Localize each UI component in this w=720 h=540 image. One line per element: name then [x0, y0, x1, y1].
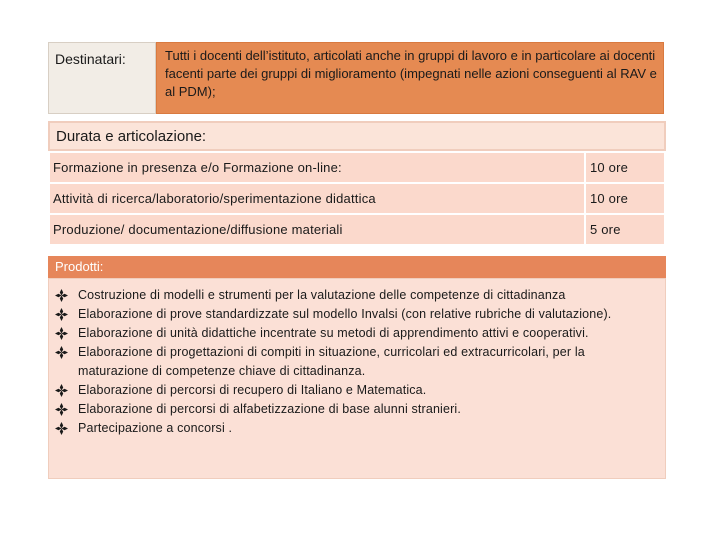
list-item-text: Elaborazione di percorsi di alfabetizzazione di base alunni stranieri. [78, 402, 461, 416]
hours-cell: 10 ore [585, 152, 665, 183]
diamond-bullet-icon [55, 289, 68, 302]
activity-cell: Formazione in presenza e/o Formazione on-line: [49, 152, 585, 183]
list-item-text: Elaborazione di percorsi di recupero di Italiano e Matematica. [78, 383, 427, 397]
diamond-bullet-icon [55, 327, 68, 340]
table-row [49, 214, 665, 245]
diamond-bullet-icon [55, 308, 68, 321]
list-item [55, 324, 657, 343]
list-item-text: Elaborazione di prove standardizzate sul modello Invalsi (con relative rubriche di valutazione). [78, 307, 612, 321]
prodotti-box [48, 278, 666, 479]
destinatari-label: Destinatari: [48, 42, 156, 114]
hours-cell: 10 ore [585, 183, 665, 214]
activity-cell: Attività di ricerca/laboratorio/sperimentazione didattica [49, 183, 585, 214]
diamond-bullet-icon [55, 422, 68, 435]
diamond-bullet-icon [55, 403, 68, 416]
table-row [49, 183, 665, 214]
durata-heading: Durata e articolazione: [48, 121, 666, 151]
durata-table [48, 151, 666, 246]
list-item [55, 381, 657, 400]
list-item-text: Elaborazione di progettazioni di compiti in situazione, curricolari ed extracurricolari, per la maturazione di competenze chiave di cittadinanza. [78, 345, 585, 378]
prodotti-heading: Prodotti: [48, 256, 666, 278]
list-item [55, 305, 657, 324]
table-row [49, 152, 665, 183]
list-item [55, 343, 657, 381]
list-item [55, 286, 657, 305]
list-item [55, 400, 657, 419]
list-item [55, 419, 657, 438]
destinatari-text: Tutti i docenti dell’istituto, articolati anche in gruppi di lavoro e in particolare ai docenti facenti parte dei gruppi di miglioramento (impegnati nelle azioni conseguenti al RAV e al PDM); [156, 42, 664, 114]
prodotti-list [55, 286, 657, 438]
list-item-text: Costruzione di modelli e strumenti per la valutazione delle competenze di cittadinanza [78, 288, 566, 302]
hours-cell: 5 ore [585, 214, 665, 245]
list-item-text: Partecipazione a concorsi . [78, 421, 233, 435]
diamond-bullet-icon [55, 384, 68, 397]
activity-cell: Produzione/ documentazione/diffusione materiali [49, 214, 585, 245]
diamond-bullet-icon [55, 346, 68, 359]
list-item-text: Elaborazione di unità didattiche incentrate su metodi di apprendimento attivi e cooperativi. [78, 326, 589, 340]
